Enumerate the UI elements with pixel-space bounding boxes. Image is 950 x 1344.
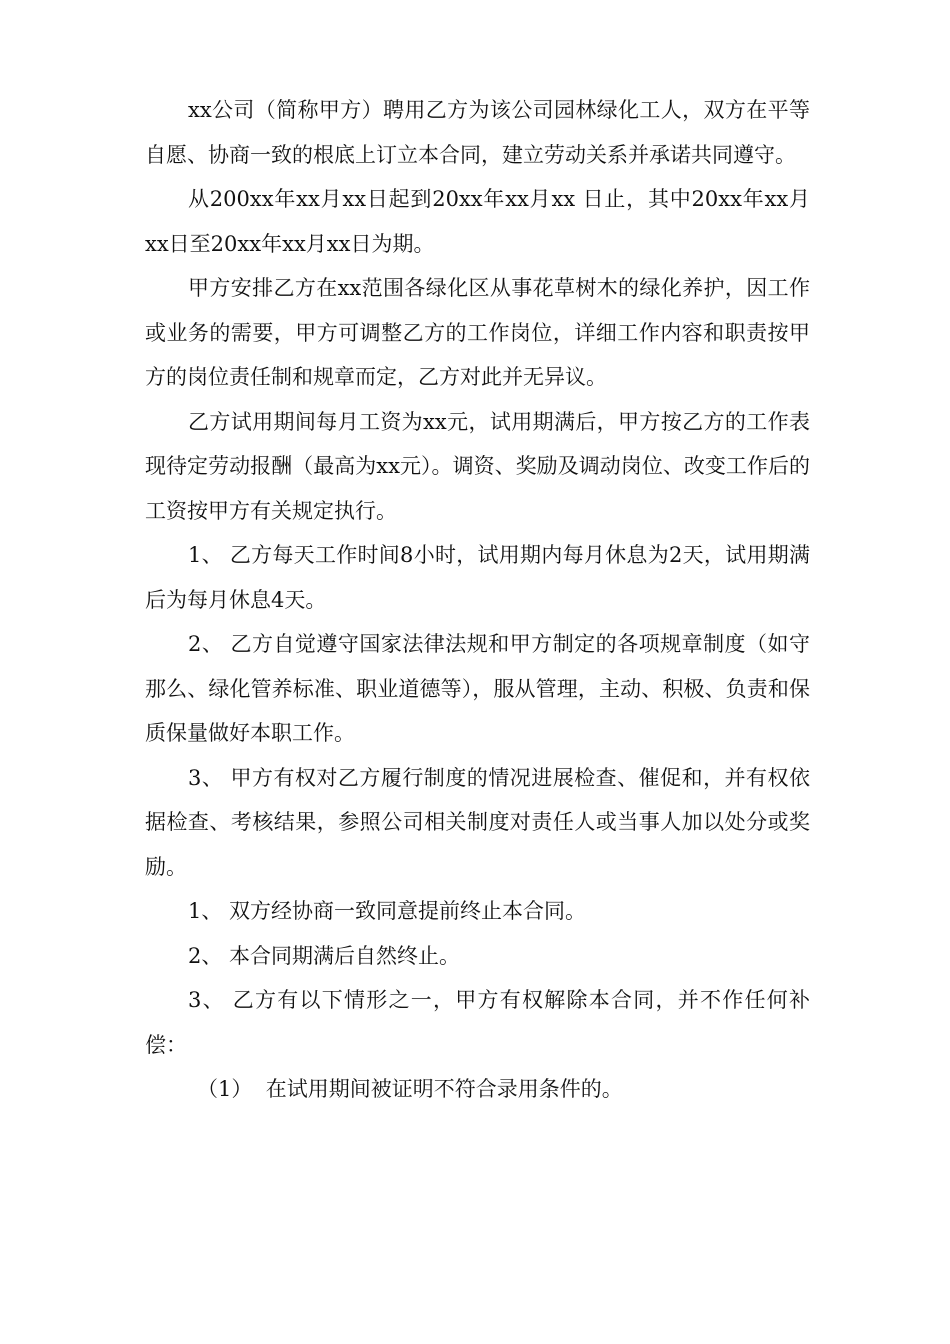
paragraph-intro: xx公司（简称甲方）聘用乙方为该公司园林绿化工人，双方在平等自愿、协商一致的根底上订立本合同，建立劳动关系并承诺共同遵守。	[145, 98, 810, 167]
document-body	[145, 88, 810, 1112]
paragraph-clause-2: 2、 乙方自觉遵守国家法律法规和甲方制定的各项规章制度（如守那么、绿化管养标准、职业道德等），服从管理，主动、积极、负责和保质保量做好本职工作。	[145, 632, 810, 745]
paragraph-termination-2: 2、 本合同期满后自然终止。	[188, 943, 461, 968]
paragraph-termination-1: 1、 双方经协商一致同意提前终止本合同。	[188, 899, 587, 923]
paragraph-duties: 甲方安排乙方在xx范围各绿化区从事花草树木的绿化养护，因工作或业务的需要，甲方可调整乙方的工作岗位，详细工作内容和职责按甲方的岗位责任制和规章而定，乙方对此并无异议。	[145, 276, 810, 389]
paragraph-wages: 乙方试用期间每月工资为xx元，试用期满后，甲方按乙方的工作表现待定劳动报酬（最高为xx元）。调资、奖励及调动岗位、改变工作后的工资按甲方有关规定执行。	[145, 409, 810, 523]
paragraph-termination-3: 3、 乙方有以下情形之一，甲方有权解除本合同，并不作任何补偿：	[145, 988, 810, 1057]
paragraph-clause-3: 3、 甲方有权对乙方履行制度的情况进展检查、催促和，并有权依据检查、考核结果，参照公司相关制度对责任人或当事人加以处分或奖励。	[145, 765, 810, 879]
paragraph-clause-1: 1、 乙方每天工作时间8小时，试用期内每月休息为2天，试用期满后为每月休息4天。	[145, 543, 810, 612]
paragraph-term: 从200xx年xx月xx日起到20xx年xx月xx 日止，其中20xx年xx月xx日至20xx年xx月xx日为期。	[145, 187, 810, 256]
paragraph-subitem-1: （1） 在试用期间被证明不符合录用条件的。	[197, 1077, 623, 1101]
